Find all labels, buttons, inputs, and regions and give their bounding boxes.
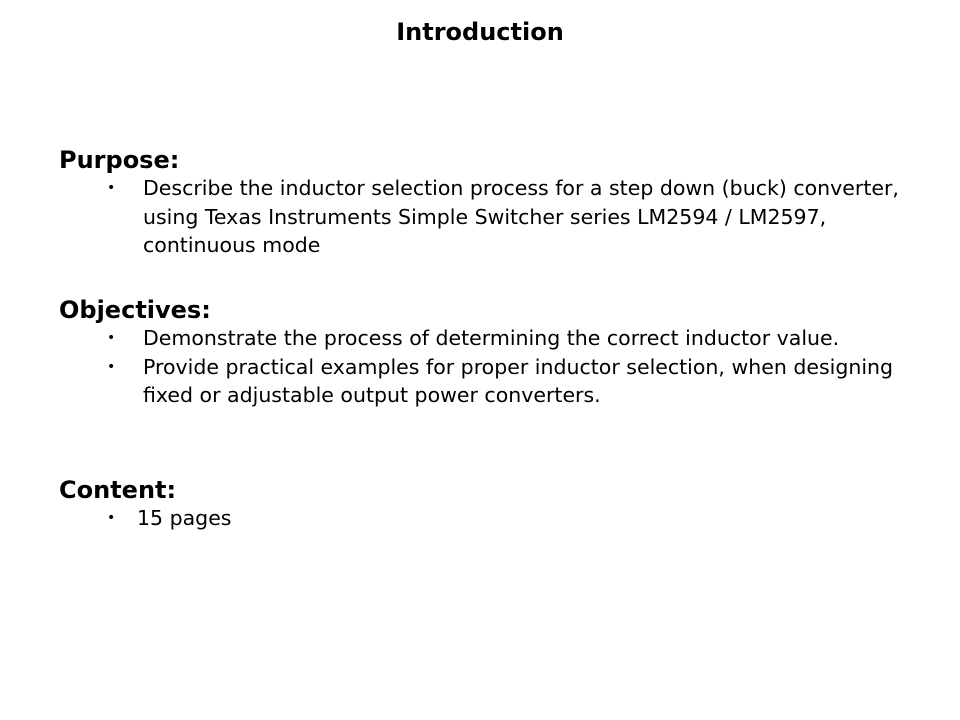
objectives-item (59, 324, 903, 353)
bullet-icon: • (107, 330, 116, 346)
objectives-item-text: Demonstrate the process of determining the correct inductor value. (143, 326, 840, 350)
bullet-icon: • (107, 180, 116, 196)
purpose-item (59, 174, 903, 260)
slide-title: Introduction (396, 18, 564, 46)
purpose-list (59, 174, 919, 260)
objectives-heading: Objectives: (59, 296, 211, 324)
purpose-section (59, 146, 919, 260)
content-section (59, 476, 919, 533)
objectives-list (59, 324, 919, 410)
content-item (59, 504, 897, 533)
content-item-text: 15 pages (137, 506, 232, 530)
purpose-item-text: Describe the inductor selection process for a step down (buck) converter, using Texas Instruments Simple Switcher series LM2594 / LM2597, continuous mode (143, 176, 899, 257)
objectives-item-text: Provide practical examples for proper inductor selection, when designing fixed or adjustable output power converters. (143, 354, 894, 407)
purpose-heading: Purpose: (59, 146, 180, 174)
bullet-icon: • (107, 510, 116, 526)
content-list (59, 504, 919, 533)
bullet-icon: • (107, 358, 116, 375)
objectives-item (59, 353, 903, 410)
objectives-section (59, 296, 919, 410)
content-heading: Content: (59, 476, 177, 504)
